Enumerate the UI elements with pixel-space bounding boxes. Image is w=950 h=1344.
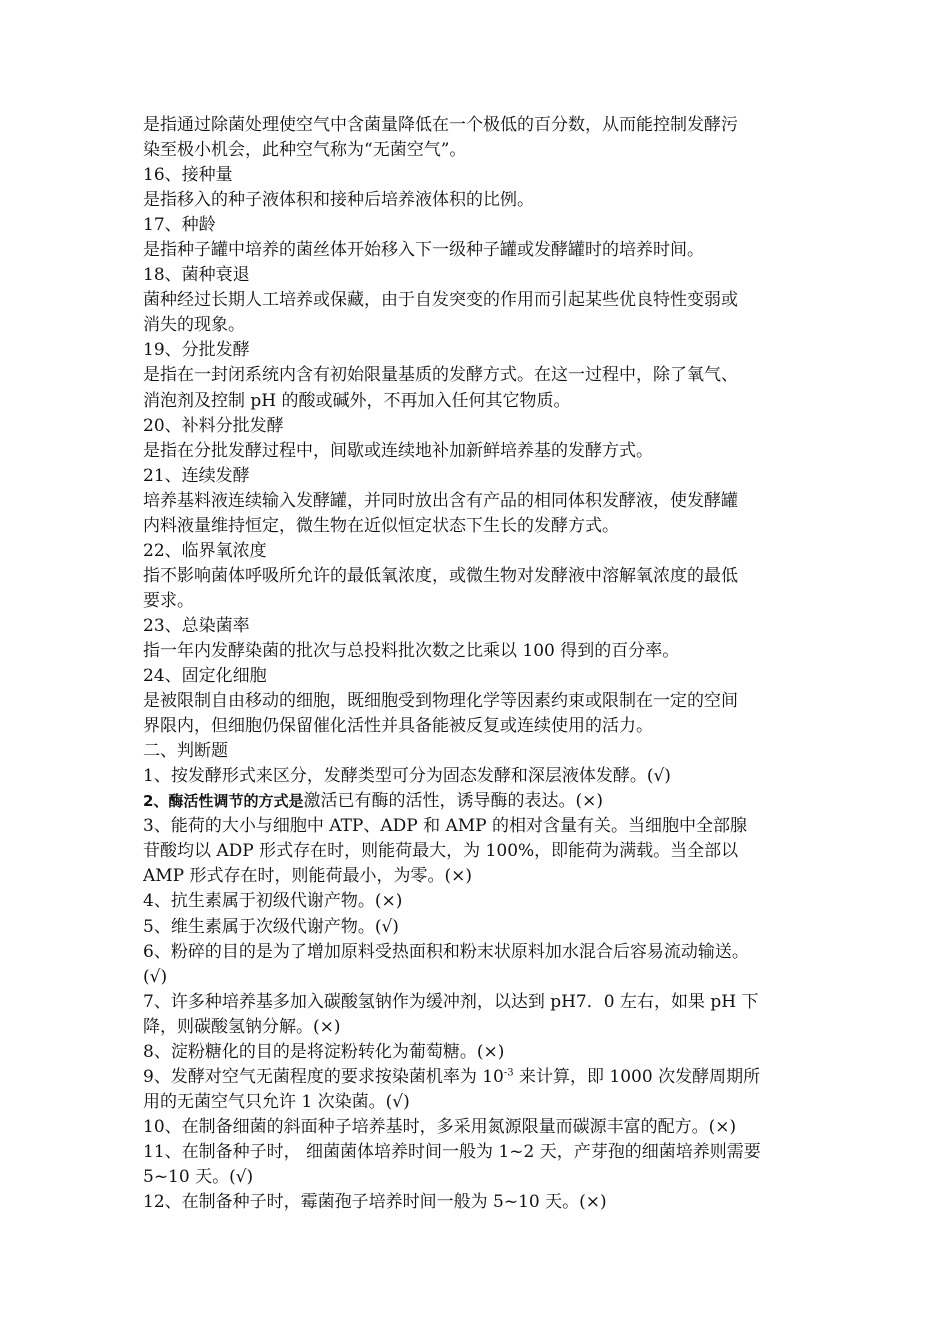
term-heading-18: 18、菌种衰退 (143, 265, 250, 286)
text-line-1: 是指通过除菌处理使空气中含菌量降低在一个极低的百分数，从而能控制发酵污 (143, 115, 738, 135)
text-line-6: 是指种子罐中培养的菌丝体开始移入下一级种子罐或发酵罐时的培养时间。 (143, 240, 704, 261)
judgment-item-4: 4、抗生素属于初级代谢产物。(×) (143, 891, 403, 912)
judgment-item-2 (143, 789, 811, 814)
text-line-9: 消失的现象。 (143, 315, 245, 336)
document-body (143, 113, 811, 1215)
term-heading-17: 17、种龄 (143, 215, 216, 236)
judgment-item-11-line-1: 11、在制备种子时， 细菌菌体培养时间一般为 1~2 天，产芽孢的细菌培养则需要 (143, 1141, 761, 1162)
text-line-16: 培养基料液连续输入发酵罐，并同时放出含有产品的相同体积发酵液，使发酵罐 (143, 490, 738, 511)
judgment-item-3-line-1: 3、能荷的大小与细胞中 ATP、ADP 和 AMP 的相对含量有关。当细胞中全部腺 (143, 816, 748, 837)
text-line-11: 是指在一封闭系统内含有初始限量基质的发酵方式。在这一过程中，除了氧气、 (143, 365, 738, 386)
judgment-item-1: 1、按发酵形式来区分，发酵类型可分为固态发酵和深层液体发酵。(√) (143, 766, 671, 787)
judgment-item-9-post: 来计算，即 1000 次发酵周期所 (513, 1066, 761, 1087)
term-heading-21: 21、连续发酵 (143, 465, 250, 486)
judgment-item-9-pre: 9、发酵对空气无菌程度的要求按染菌机率为 10 (143, 1066, 504, 1087)
text-line-8: 菌种经过长期人工培养或保藏，由于自发突变的作用而引起某些优良特性变弱或 (143, 290, 738, 311)
text-line-19: 指不影响菌体呼吸所允许的最低氧浓度，或微生物对发酵液中溶解氧浓度的最低 (143, 565, 738, 586)
term-heading-23: 23、总染菌率 (143, 615, 250, 636)
text-line-24: 是被限制自由移动的细胞，既细胞受到物理化学等因素约束或限制在一定的空间 (143, 691, 738, 712)
section-heading-true-false: 二、判断题 (143, 741, 228, 762)
judgment-item-2-rest: 激活已有酶的活性，诱导酶的表达。(×) (303, 791, 603, 812)
term-heading-24: 24、固定化细胞 (143, 666, 267, 687)
judgment-item-9-exponent: -3 (503, 1067, 514, 1079)
text-line-22: 指一年内发酵染菌的批次与总投料批次数之比乘以 100 得到的百分率。 (143, 640, 680, 661)
text-line-25: 界限内，但细胞仍保留催化活性并具备能被反复或连续使用的活力。 (143, 716, 653, 737)
judgment-item-12: 12、在制备种子时，霉菌孢子培养时间一般为 5~10 天。(×) (143, 1192, 607, 1213)
judgment-item-7-line-1: 7、许多种培养基多加入碳酸氢钠作为缓冲剂，以达到 pH7．0 左右，如果 pH 下 (143, 991, 759, 1012)
judgment-item-7-line-2: 降，则碳酸氢钠分解。(×) (143, 1016, 341, 1037)
term-heading-22: 22、临界氧浓度 (143, 540, 267, 561)
judgment-item-10: 10、在制备细菌的斜面种子培养基时，多采用氮源限量而碳源丰富的配方。(×) (143, 1116, 737, 1137)
judgment-item-9-line-2: 用的无菌空气只允许 1 次染菌。(√) (143, 1091, 410, 1112)
term-heading-20: 20、补料分批发酵 (143, 415, 284, 436)
judgment-item-6-line-1: 6、粉碎的目的是为了增加原料受热面积和粉末状原料加水混合后容易流动输送。 (143, 941, 749, 962)
judgment-item-6-line-2: (√) (143, 966, 168, 987)
text-line-14: 是指在分批发酵过程中，间歇或连续地补加新鲜培养基的发酵方式。 (143, 440, 653, 461)
term-heading-19: 19、分批发酵 (143, 340, 250, 361)
judgment-item-11-line-2: 5~10 天。(√) (143, 1166, 254, 1187)
judgment-item-2-bold-prefix: 2、酶活性调节的方式是 (143, 792, 304, 811)
text-line-12: 消泡剂及控制 pH 的酸或碱外，不再加入任何其它物质。 (143, 390, 571, 411)
judgment-item-3-line-2: 苷酸均以 ADP 形式存在时，则能荷最大，为 100%，即能荷为满载。当全部以 (143, 841, 739, 862)
text-line-4: 是指移入的种子液体积和接种后培养液体积的比例。 (143, 190, 534, 211)
judgment-item-9-line-1 (143, 1065, 811, 1090)
judgment-item-8: 8、淀粉糖化的目的是将淀粉转化为葡萄糖。(×) (143, 1041, 505, 1062)
judgment-item-5: 5、维生素属于次级代谢产物。(√) (143, 916, 399, 937)
text-line-20: 要求。 (143, 590, 194, 611)
text-line-2: 染至极小机会，此种空气称为“无菌空气”。 (143, 140, 467, 161)
term-heading-16: 16、接种量 (143, 165, 233, 186)
judgment-item-3-line-3: AMP 形式存在时，则能荷最小，为零。(×) (143, 866, 473, 887)
text-line-17: 内料液量维持恒定，微生物在近似恒定状态下生长的发酵方式。 (143, 515, 619, 536)
